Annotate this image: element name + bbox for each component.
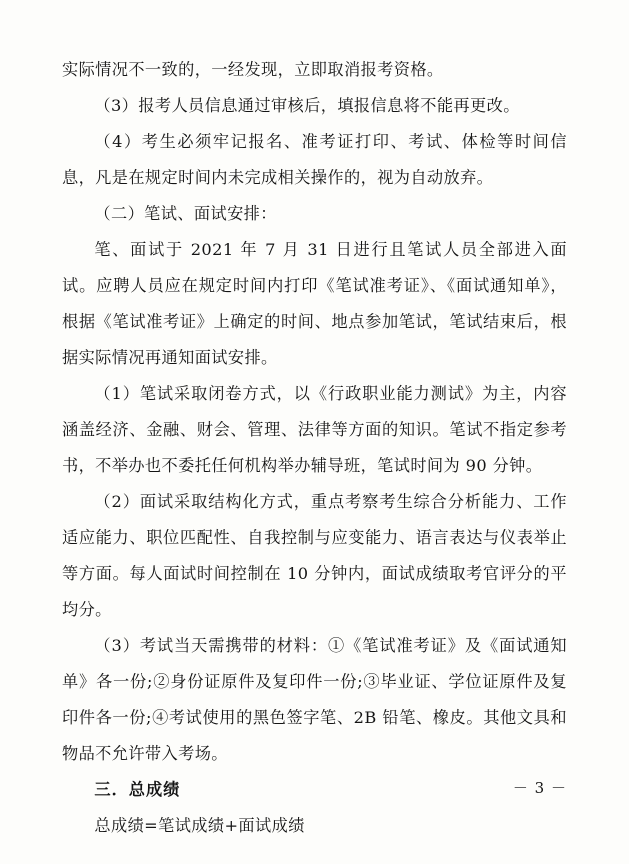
paragraph-item-3: （3）报考人员信息通过审核后，填报信息将不能再更改。 xyxy=(94,96,520,115)
paragraph-continued: 实际情况不一致的，一经发现，立即取消报考资格。 xyxy=(62,60,444,79)
paragraph-exam-materials: （3）考试当天需携带的材料：①《笔试准考证》及《面试通知单》各一份;②身份证原件及复印件一份;③毕业证、学位证原件及复印件各一份;④考试使用的黑色签字笔、2B 铅笔、橡皮。其他文具和物品不允许带入考场。 xyxy=(62,636,567,763)
paragraph-exam-schedule: 笔、面试于 2021 年 7 月 31 日进行且笔试人员全部进入面试。应聘人员应在规定时间内打印《笔试准考证》、《面试通知单》，根据《笔试准考证》上确定的时间、地点参加笔试，笔试结束后，根据实际情况再通知面试安排。 xyxy=(62,240,567,367)
document-body xyxy=(62,52,567,844)
paragraph-written-exam: （1）笔试采取闭卷方式，以《行政职业能力测试》为主，内容涵盖经济、金融、财会、管理、法律等方面的知识。笔试不指定参考书，不举办也不委托任何机构举办辅导班，笔试时间为 90 分钟。 xyxy=(62,384,567,475)
paragraph-score-formula: 总成绩=笔试成绩+面试成绩 xyxy=(94,816,305,835)
paragraph-interview: （2）面试采取结构化方式，重点考察考生综合分析能力、工作适应能力、职位匹配性、自我控制与应变能力、语言表达与仪表举止等方面。每人面试时间控制在 10 分钟内，面试成绩取考官评分的平均分。 xyxy=(62,492,567,619)
heading-total-score: 三．总成绩 xyxy=(94,780,181,799)
page-number: － 3 － xyxy=(512,779,567,797)
paragraph-section-2-heading: （二）笔试、面试安排： xyxy=(94,204,277,223)
paragraph-item-4: （4）考生必须牢记报名、准考证打印、考试、体检等时间信息，凡是在规定时间内未完成相关操作的，视为自动放弃。 xyxy=(62,132,567,187)
